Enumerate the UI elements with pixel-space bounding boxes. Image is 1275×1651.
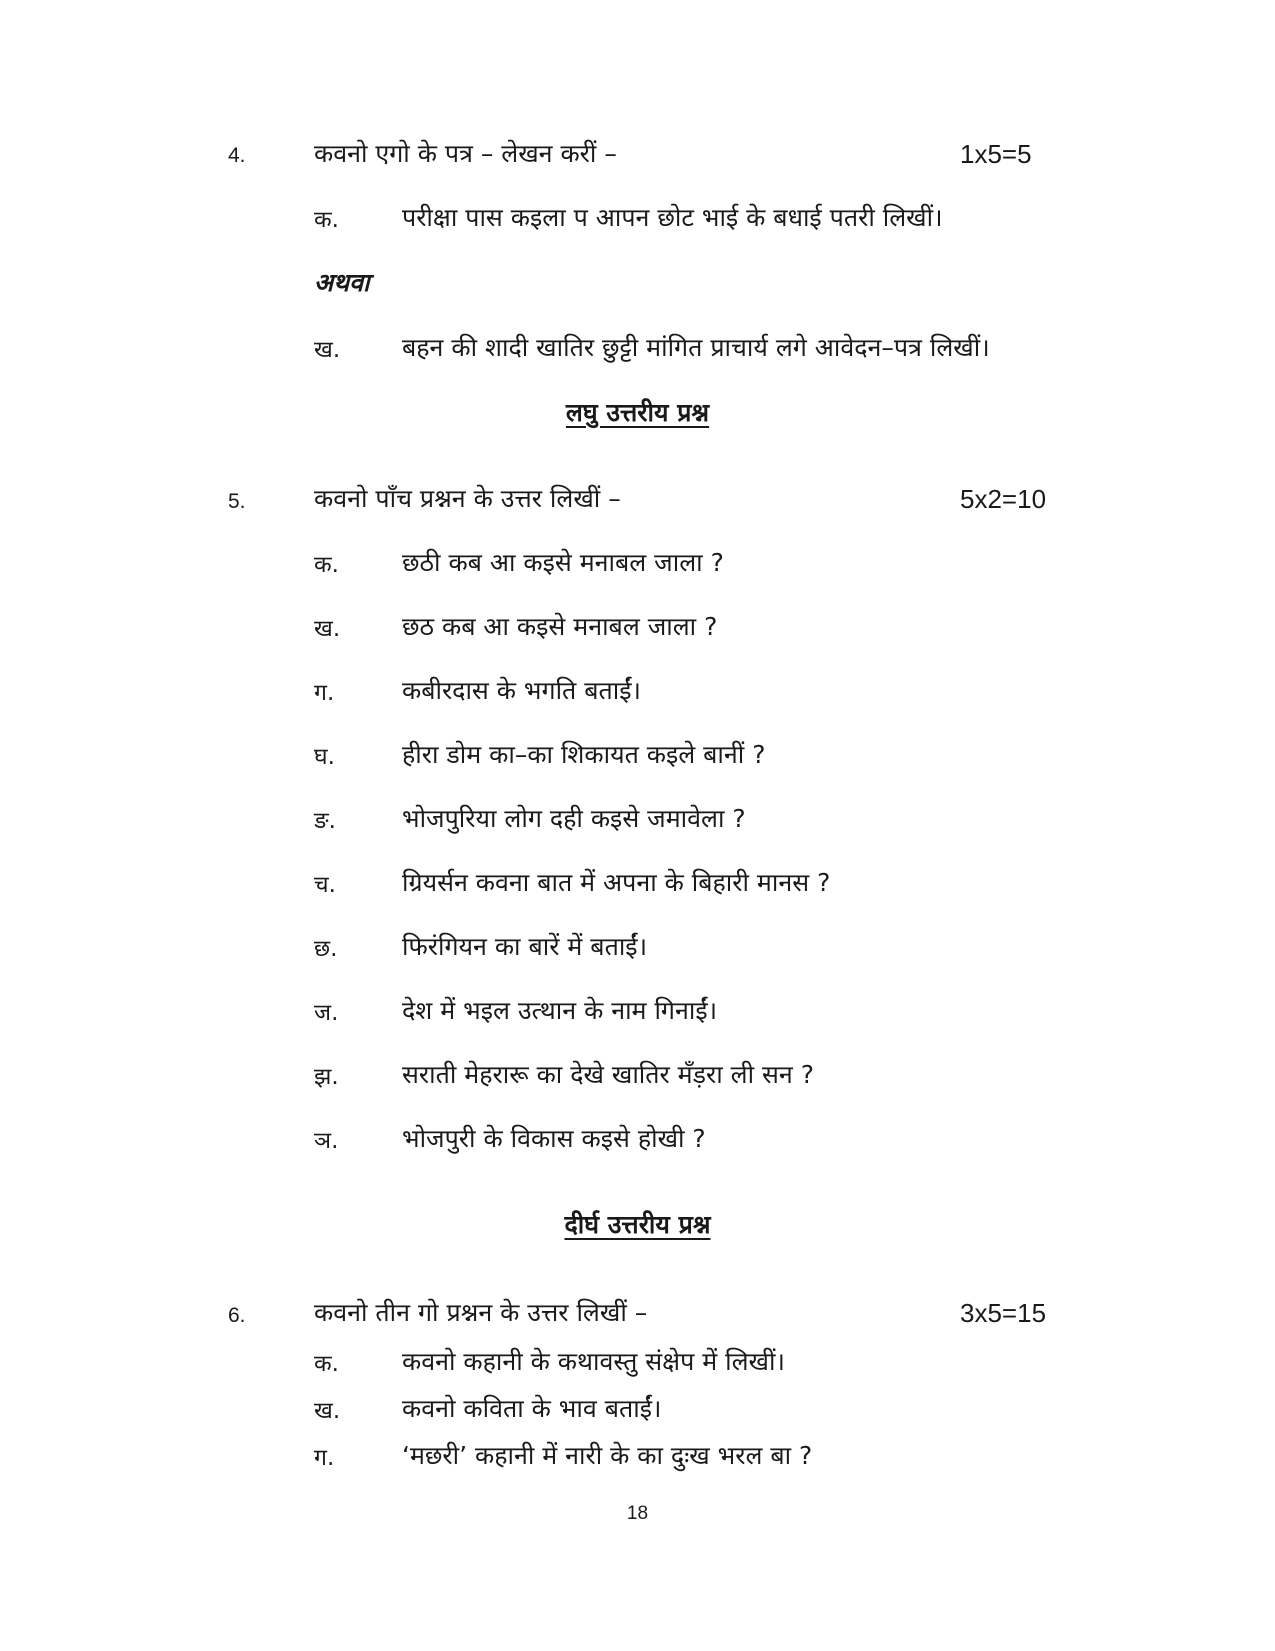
section-heading-text: दीर्घ उत्तरीय प्रश्न xyxy=(564,1210,711,1239)
item-label: ख. xyxy=(314,616,341,642)
item-label: ख. xyxy=(314,1398,341,1424)
option-text: बहन की शादी खातिर छुट्टी मांगित प्राचार्य लगे आवेदन–पत्र लिखीं। xyxy=(402,333,990,362)
question-marks: 3x5=15 xyxy=(960,1298,1047,1328)
item-text: कवनो कहानी के कथावस्तु संक्षेप में लिखीं। xyxy=(402,1347,785,1376)
question-text: कवनो पाँच प्रश्नन के उत्तर लिखीं – xyxy=(314,484,621,513)
item-label: झ. xyxy=(314,1064,339,1090)
item-label: क. xyxy=(314,552,339,578)
item-label: ग. xyxy=(314,680,335,706)
item-label: ग. xyxy=(314,1445,335,1471)
item-text: ग्रियर्सन कवना बात में अपना के बिहारी मानस ? xyxy=(402,868,831,897)
item-text: ‘मछरी’ कहानी में नारी के का दुःख भरल बा ? xyxy=(402,1441,813,1470)
item-label: ञ. xyxy=(314,1128,339,1154)
item-label: छ. xyxy=(314,936,338,962)
item-label: क. xyxy=(314,1351,339,1377)
question-text: कवनो एगो के पत्र – लेखन करीं – xyxy=(314,139,617,168)
item-text: भोजपुरी के विकास कइसे होखी ? xyxy=(402,1124,706,1153)
item-text: छठ कब आ कइसे मनाबल जाला ? xyxy=(402,612,718,641)
option-label: क. xyxy=(314,207,339,233)
item-label: ङ. xyxy=(314,808,336,834)
item-text: कबीरदास के भगति बताईं। xyxy=(402,676,641,705)
item-text: भोजपुरिया लोग दही कइसे जमावेला ? xyxy=(402,804,746,833)
question-number: 6. xyxy=(228,1304,246,1327)
section-heading-long xyxy=(0,1210,1275,1240)
item-text: कवनो कविता के भाव बताईं। xyxy=(402,1394,662,1423)
option-text: परीक्षा पास कइला प आपन छोट भाई के बधाई पतरी लिखीं। xyxy=(402,203,943,232)
question-text: कवनो तीन गो प्रश्नन के उत्तर लिखीं – xyxy=(314,1298,648,1327)
item-text: फिरंगियन का बारें में बताईं। xyxy=(402,932,648,961)
question-number: 5. xyxy=(228,490,246,513)
item-label: घ. xyxy=(314,744,335,770)
item-text: छठी कब आ कइसे मनाबल जाला ? xyxy=(402,548,724,577)
question-number: 4. xyxy=(228,144,246,167)
page-number: 18 xyxy=(626,1503,649,1524)
section-heading-short xyxy=(0,398,1275,428)
section-heading-text: लघु उत्तरीय प्रश्न xyxy=(565,398,710,427)
item-text: हीरा डोम का–का शिकायत कइले बानीं ? xyxy=(402,740,766,769)
question-marks: 5x2=10 xyxy=(960,484,1047,514)
item-label: च. xyxy=(314,872,336,898)
option-label: ख. xyxy=(314,337,341,363)
question-marks: 1x5=5 xyxy=(960,139,1032,169)
item-label: ज. xyxy=(314,1000,339,1026)
item-text: देश में भइल उत्थान के नाम गिनाईं। xyxy=(402,996,718,1025)
item-text: सराती मेहरारू का देखे खातिर मँड़रा ली सन ? xyxy=(402,1060,815,1089)
or-label: अथवा xyxy=(314,268,370,297)
